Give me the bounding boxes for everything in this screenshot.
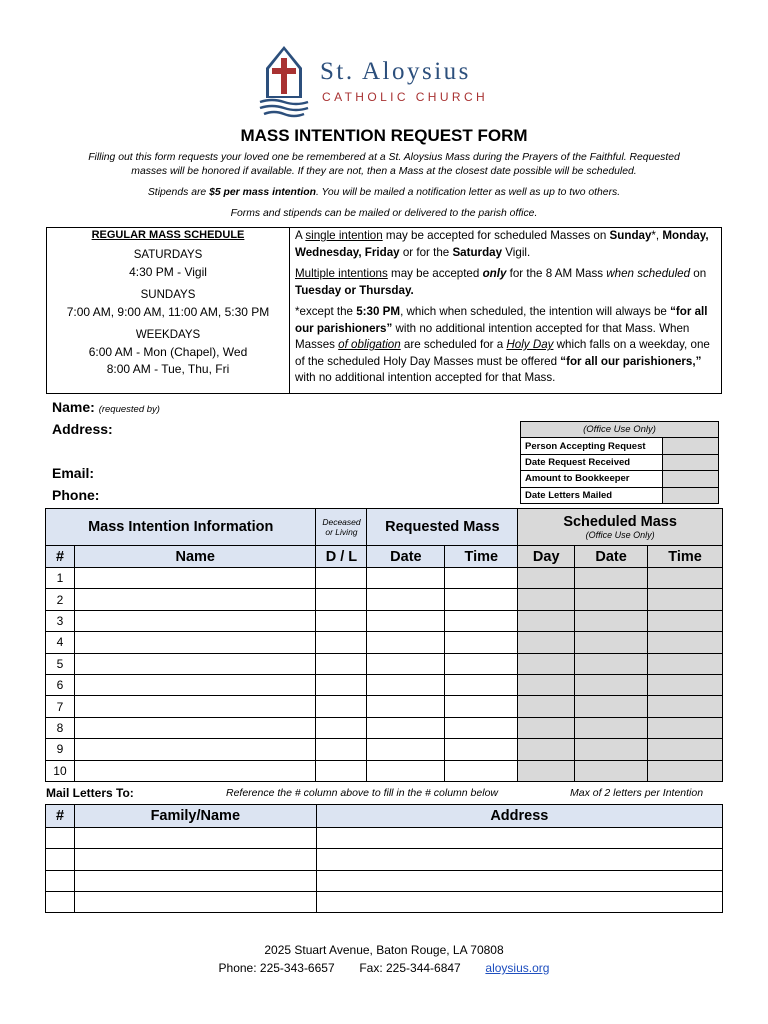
office-row-value[interactable] (663, 471, 719, 487)
footer-phone: Phone: 225-343-6657 (218, 961, 335, 975)
office-use-header: (Office Use Only) (521, 422, 719, 438)
row-number: 8 (46, 717, 75, 738)
mail-cell[interactable] (74, 828, 316, 849)
intention-cell[interactable] (445, 610, 518, 631)
row-number: 1 (46, 568, 75, 589)
church-name: St. Aloysius (320, 58, 471, 85)
regular-mass-schedule (47, 228, 290, 393)
table-row (46, 653, 723, 674)
intention-cell[interactable] (74, 589, 316, 610)
intention-cell[interactable] (648, 696, 723, 717)
intention-cell[interactable] (648, 653, 723, 674)
office-row-value[interactable] (663, 454, 719, 470)
mail-cell[interactable] (74, 891, 316, 912)
table-row (46, 891, 723, 912)
intro-line-4: Forms and stipends can be mailed or delivered to the parish office. (230, 208, 538, 219)
mail-cell[interactable] (316, 828, 722, 849)
intention-cell[interactable] (367, 739, 445, 760)
church-subtitle: CATHOLIC CHURCH (322, 90, 489, 104)
church-cross-icon (256, 44, 312, 120)
intention-cell[interactable] (518, 717, 575, 738)
saturdays-label: SATURDAYS (133, 249, 203, 261)
schedule-heading: REGULAR MASS SCHEDULE (91, 229, 245, 241)
col-name: Name (74, 546, 316, 568)
intention-cell[interactable] (367, 760, 445, 781)
office-row-label: Date Letters Mailed (521, 487, 663, 503)
table-row (46, 589, 723, 610)
weekdays-line-2: 8:00 AM - Tue, Thu, Fri (106, 362, 230, 376)
mail-col-address: Address (316, 805, 722, 828)
sundays-time: 7:00 AM, 9:00 AM, 11:00 AM, 5:30 PM (66, 305, 270, 319)
intention-cell[interactable] (74, 717, 316, 738)
row-number: 5 (46, 653, 75, 674)
name-hint: (requested by) (98, 404, 160, 415)
mail-reference-note: Reference the # column above to fill in the # column below (226, 787, 498, 799)
intention-cell[interactable] (648, 568, 723, 589)
intention-cell[interactable] (74, 739, 316, 760)
footer-address: 2025 Stuart Avenue, Baton Rouge, LA 70808 (264, 943, 504, 957)
weekdays-label: WEEKDAYS (135, 329, 201, 341)
intro-line-1: Filling out this form requests your loved one be remembered at a St. Aloysius Mass during the Prayers of the Faithful. Requested (88, 152, 680, 163)
intention-cell[interactable] (316, 632, 367, 653)
intention-cell[interactable] (648, 632, 723, 653)
mail-letters-label: Mail Letters To: (46, 786, 134, 800)
mail-max-note: Max of 2 letters per Intention (570, 787, 704, 799)
intention-cell[interactable] (316, 674, 367, 695)
rule-single-intention: A single intention may be accepted for scheduled Masses on Sunday*, Monday, Wednesday, Friday or for the Saturday Vigil. (295, 229, 709, 259)
row-number: 4 (46, 632, 75, 653)
intention-cell[interactable] (316, 760, 367, 781)
mail-cell[interactable] (316, 870, 722, 891)
office-use-table (520, 421, 719, 504)
intention-cell[interactable] (518, 589, 575, 610)
intro-line-2: masses will be honored if available. If they are not, then a Mass at the closest date possible will be scheduled. (131, 166, 637, 177)
office-row-value[interactable] (663, 438, 719, 454)
col-requested-time: Time (445, 546, 518, 568)
mass-intention-table (45, 508, 723, 782)
mail-col-number: # (46, 805, 75, 828)
table-row (46, 632, 723, 653)
intention-cell[interactable] (518, 632, 575, 653)
mail-cell[interactable] (316, 891, 722, 912)
website-link[interactable]: aloysius.org (485, 961, 550, 975)
group-header-scheduled: Scheduled Mass (Office Use Only) (518, 509, 723, 546)
intention-cell[interactable] (316, 589, 367, 610)
mail-col-family-name: Family/Name (74, 805, 316, 828)
intention-cell[interactable] (575, 589, 648, 610)
intention-cell[interactable] (367, 610, 445, 631)
office-row-label: Person Accepting Request (521, 438, 663, 454)
table-row (46, 849, 723, 870)
intention-cell[interactable] (74, 696, 316, 717)
col-scheduled-date: Date (575, 546, 648, 568)
deceased-or-living-header: Deceased or Living (316, 509, 367, 546)
intention-cell[interactable] (74, 610, 316, 631)
intention-cell[interactable] (518, 610, 575, 631)
row-number: 9 (46, 739, 75, 760)
row-number: 10 (46, 760, 75, 781)
mail-cell[interactable] (46, 849, 75, 870)
mail-cell[interactable] (74, 870, 316, 891)
email-field[interactable]: Email: (52, 465, 95, 481)
rule-multiple-intentions: Multiple intentions may be accepted only for the 8 AM Mass when scheduled on Tuesday or Thursday. (295, 267, 707, 297)
mail-cell[interactable] (46, 828, 75, 849)
intention-cell[interactable] (518, 568, 575, 589)
mail-cell[interactable] (74, 849, 316, 870)
intention-cell[interactable] (575, 717, 648, 738)
intention-cell[interactable] (445, 674, 518, 695)
table-row (46, 760, 723, 781)
table-row (46, 717, 723, 738)
group-header-info: Mass Intention Information (46, 509, 316, 546)
col-scheduled-time: Time (648, 546, 723, 568)
intention-cell[interactable] (316, 653, 367, 674)
intention-cell[interactable] (575, 739, 648, 760)
mail-cell[interactable] (316, 849, 722, 870)
table-row (46, 568, 723, 589)
intention-cell[interactable] (575, 653, 648, 674)
intention-cell[interactable] (74, 632, 316, 653)
address-field[interactable]: Address: (52, 421, 113, 437)
intention-cell[interactable] (575, 696, 648, 717)
footer-fax: Fax: 225-344-6847 (359, 961, 461, 975)
intention-cell[interactable] (445, 653, 518, 674)
saturdays-time: 4:30 PM - Vigil (129, 265, 207, 279)
col-number: # (46, 546, 75, 568)
table-row (46, 696, 723, 717)
stipend-amount: $5 per mass intention (209, 187, 316, 198)
stipend-line: Stipends are $5 per mass intention. You will be mailed a notification letter as well as up to two others. (147, 187, 621, 198)
intention-cell[interactable] (445, 760, 518, 781)
col-dl: D / L (316, 546, 367, 568)
intention-cell[interactable] (445, 739, 518, 760)
intention-cell[interactable] (575, 610, 648, 631)
intention-cell[interactable] (575, 674, 648, 695)
intention-cell[interactable] (316, 696, 367, 717)
intention-cell[interactable] (316, 610, 367, 631)
intention-cell[interactable] (367, 696, 445, 717)
intention-cell[interactable] (445, 568, 518, 589)
mail-cell[interactable] (46, 891, 75, 912)
mail-cell[interactable] (46, 870, 75, 891)
table-row (46, 674, 723, 695)
footer-contact (0, 961, 768, 975)
table-row (46, 870, 723, 891)
weekdays-line-1: 6:00 AM - Mon (Chapel), Wed (88, 345, 248, 359)
office-row-value[interactable] (663, 487, 719, 503)
name-field[interactable]: Name: (requested by) (52, 399, 160, 415)
intention-cell[interactable] (74, 674, 316, 695)
church-logo (256, 44, 516, 120)
mail-letters-table (45, 804, 723, 913)
intention-cell[interactable] (316, 739, 367, 760)
intention-cell[interactable] (648, 717, 723, 738)
office-row-label: Date Request Received (521, 454, 663, 470)
intention-cell[interactable] (518, 696, 575, 717)
intention-cell[interactable] (74, 568, 316, 589)
intention-cell[interactable] (648, 610, 723, 631)
col-scheduled-day: Day (518, 546, 575, 568)
intention-cell[interactable] (316, 717, 367, 738)
intention-cell[interactable] (445, 717, 518, 738)
table-row (46, 610, 723, 631)
intention-cell[interactable] (518, 653, 575, 674)
intention-cell[interactable] (367, 568, 445, 589)
intention-cell[interactable] (367, 674, 445, 695)
group-header-requested: Requested Mass (367, 509, 518, 546)
table-row (46, 828, 723, 849)
intention-cell[interactable] (74, 653, 316, 674)
intention-cell[interactable] (445, 696, 518, 717)
col-requested-date: Date (367, 546, 445, 568)
intention-cell[interactable] (367, 589, 445, 610)
intention-cell[interactable] (518, 739, 575, 760)
intention-cell[interactable] (518, 760, 575, 781)
schedule-box (46, 227, 722, 394)
intention-cell[interactable] (316, 568, 367, 589)
form-title: MASS INTENTION REQUEST FORM (240, 126, 528, 145)
intention-cell[interactable] (575, 760, 648, 781)
row-number: 7 (46, 696, 75, 717)
intention-cell[interactable] (648, 674, 723, 695)
row-number: 2 (46, 589, 75, 610)
intention-cell[interactable] (575, 568, 648, 589)
intention-cell[interactable] (648, 589, 723, 610)
intention-cell[interactable] (648, 739, 723, 760)
table-row (46, 739, 723, 760)
office-row-label: Amount to Bookkeeper (521, 471, 663, 487)
intention-cell[interactable] (367, 653, 445, 674)
intention-cell[interactable] (575, 632, 648, 653)
intention-cell[interactable] (445, 589, 518, 610)
phone-field[interactable]: Phone: (52, 487, 100, 503)
intention-cell[interactable] (367, 632, 445, 653)
intention-cell[interactable] (74, 760, 316, 781)
rule-exception: *except the 5:30 PM, which when scheduled, the intention will always be “for all our parishioners” with no additional intention accepted for that Mass. When Masses of obligation are scheduled for a Holy Day which falls on a weekday, one of the scheduled Holy Day Masses must be offered “for all our parishioners,” with no additional intention accepted for that Mass. (295, 305, 710, 384)
intention-cell[interactable] (445, 632, 518, 653)
row-number: 3 (46, 610, 75, 631)
intention-cell[interactable] (518, 674, 575, 695)
row-number: 6 (46, 674, 75, 695)
intention-cell[interactable] (648, 760, 723, 781)
sundays-label: SUNDAYS (140, 289, 196, 301)
intention-rules (295, 228, 719, 392)
intention-cell[interactable] (367, 717, 445, 738)
